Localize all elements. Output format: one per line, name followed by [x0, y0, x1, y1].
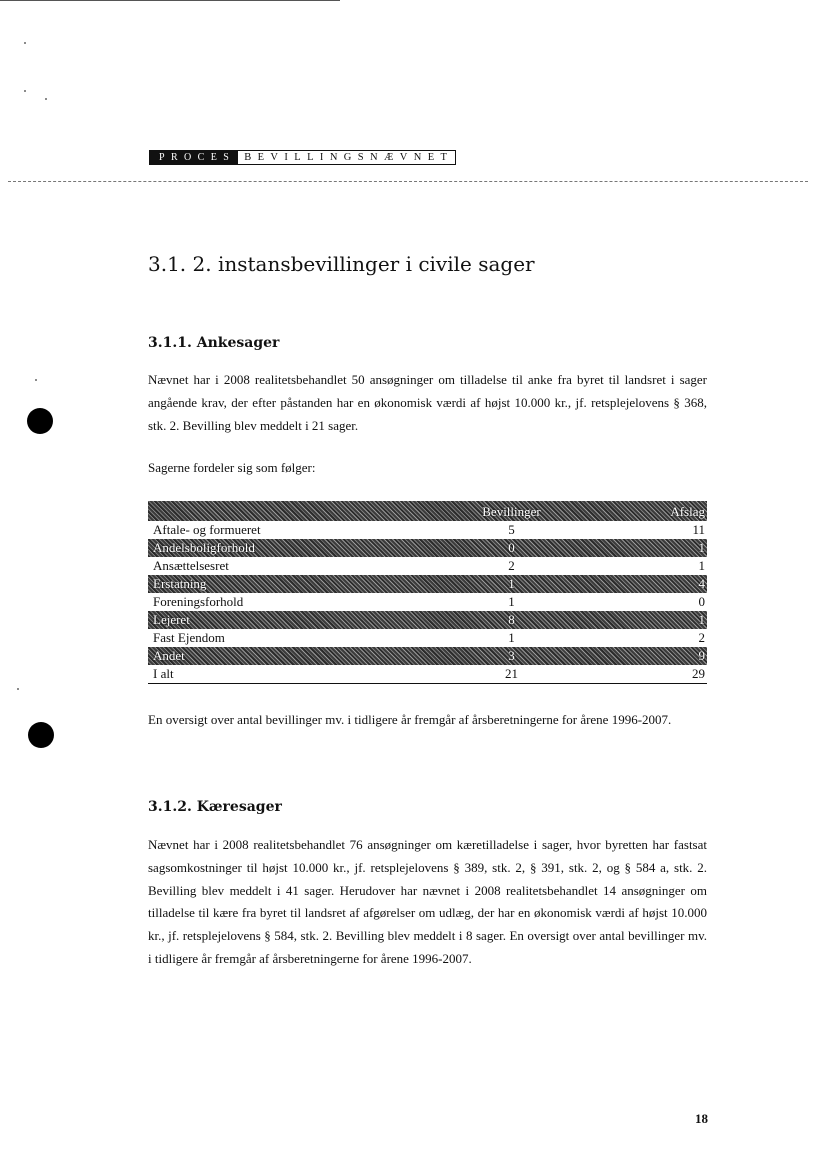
logo-bevillingsnaevnet: BEVILLINGSNÆVNET	[237, 150, 456, 165]
header-afslag: Afslag	[670, 504, 705, 519]
punch-hole-mark	[27, 408, 53, 434]
row-label: Lejeret	[153, 612, 190, 627]
table-row	[148, 557, 707, 575]
row-label: Foreningsforhold	[153, 594, 244, 609]
total-afslag: 29	[692, 666, 705, 681]
table-row	[148, 593, 707, 611]
table-header-row	[148, 501, 707, 521]
total-bevillinger: 21	[505, 666, 518, 681]
row-afslag: 0	[698, 594, 705, 609]
header-separator	[8, 181, 808, 182]
kaeresager-paragraph: Nævnet har i 2008 realitetsbehandlet 76 ansøgninger om kæretilladelse i sager, hvor byretten har fastsat sagsomkostninger til højst 10.000 kr., jf. retsplejelovens § 389, stk. 2, § 391, stk. 2, og § 584 a, stk. 2. Bevilling blev meddelt i 41 sager. Herudover har nævnet i 2008 realitetsbehandlet 14 ansøgninger om tilladelse til kære fra byret til landsret af afgørelser om udlæg, der har en økonomisk værdi af højst 10.000 kr., jf. retsplejelovens § 584, stk. 2. Bevilling blev meddelt i 8 sager. En oversigt over antal bevillinger mv. i tidligere år fremgår af årsberetningerne for årene 1996-2007.	[148, 837, 707, 966]
scan-speck	[24, 90, 26, 92]
row-bevillinger: 1	[508, 630, 515, 645]
scan-speck	[35, 379, 37, 381]
table-total-row	[148, 665, 707, 684]
row-bevillinger: 3	[508, 648, 515, 663]
row-bevillinger: 8	[508, 612, 515, 627]
header-bevillinger: Bevillinger	[482, 504, 541, 519]
logo-proces: PROCES	[149, 150, 237, 165]
table-row	[148, 539, 707, 557]
row-afslag: 1	[698, 558, 705, 573]
punch-hole-mark	[28, 722, 54, 748]
row-label: Aftale- og formueret	[153, 522, 261, 537]
kaeresager-heading: 3.1.2. Kæresager	[148, 799, 282, 815]
scan-speck	[45, 98, 47, 100]
scan-speck	[24, 42, 26, 44]
row-label: Ansættelsesret	[153, 558, 229, 573]
page-number: 18	[695, 1111, 708, 1126]
row-bevillinger: 0	[508, 540, 515, 555]
ankesager-paragraph: Nævnet har i 2008 realitetsbehandlet 50 ansøgninger om tilladelse til anke fra byret til landsret i sager angående krav, der efter påstanden har en økonomisk værdi af højst 10.000 kr., jf. retsplejelovens § 368, stk. 2. Bevilling blev meddelt i 21 sager.	[148, 372, 707, 433]
table-row	[148, 611, 707, 629]
scan-speck	[17, 688, 19, 690]
row-afslag: 9	[698, 648, 705, 663]
row-afslag: 11	[692, 522, 705, 537]
row-label: Andet	[153, 648, 185, 663]
ankesager-intro: Sagerne fordeler sig som følger:	[148, 460, 316, 475]
total-label: I alt	[153, 666, 174, 681]
row-afslag: 2	[698, 630, 705, 645]
row-afslag: 1	[698, 540, 705, 555]
section-title: 3.1. 2. instansbevillinger i civile sager	[148, 252, 535, 276]
row-bevillinger: 1	[508, 594, 515, 609]
table-row	[148, 575, 707, 593]
table-row	[148, 629, 707, 647]
row-bevillinger: 1	[508, 576, 515, 591]
row-afslag: 1	[698, 612, 705, 627]
ankesager-after: En oversigt over antal bevillinger mv. i tidligere år fremgår af årsberetningerne for årene 1996-2007.	[148, 712, 672, 727]
ankesager-heading: 3.1.1. Ankesager	[148, 335, 280, 351]
row-label: Andelsboligforhold	[153, 540, 255, 555]
row-bevillinger: 5	[508, 522, 515, 537]
table-row	[148, 521, 707, 539]
table-row	[148, 647, 707, 665]
scan-edge-line	[0, 0, 340, 1]
row-label: Erstatning	[153, 576, 207, 591]
row-bevillinger: 2	[508, 558, 515, 573]
row-afslag: 4	[698, 576, 705, 591]
header-logo	[149, 150, 456, 165]
row-label: Fast Ejendom	[153, 630, 225, 645]
ankesager-table	[148, 501, 707, 684]
